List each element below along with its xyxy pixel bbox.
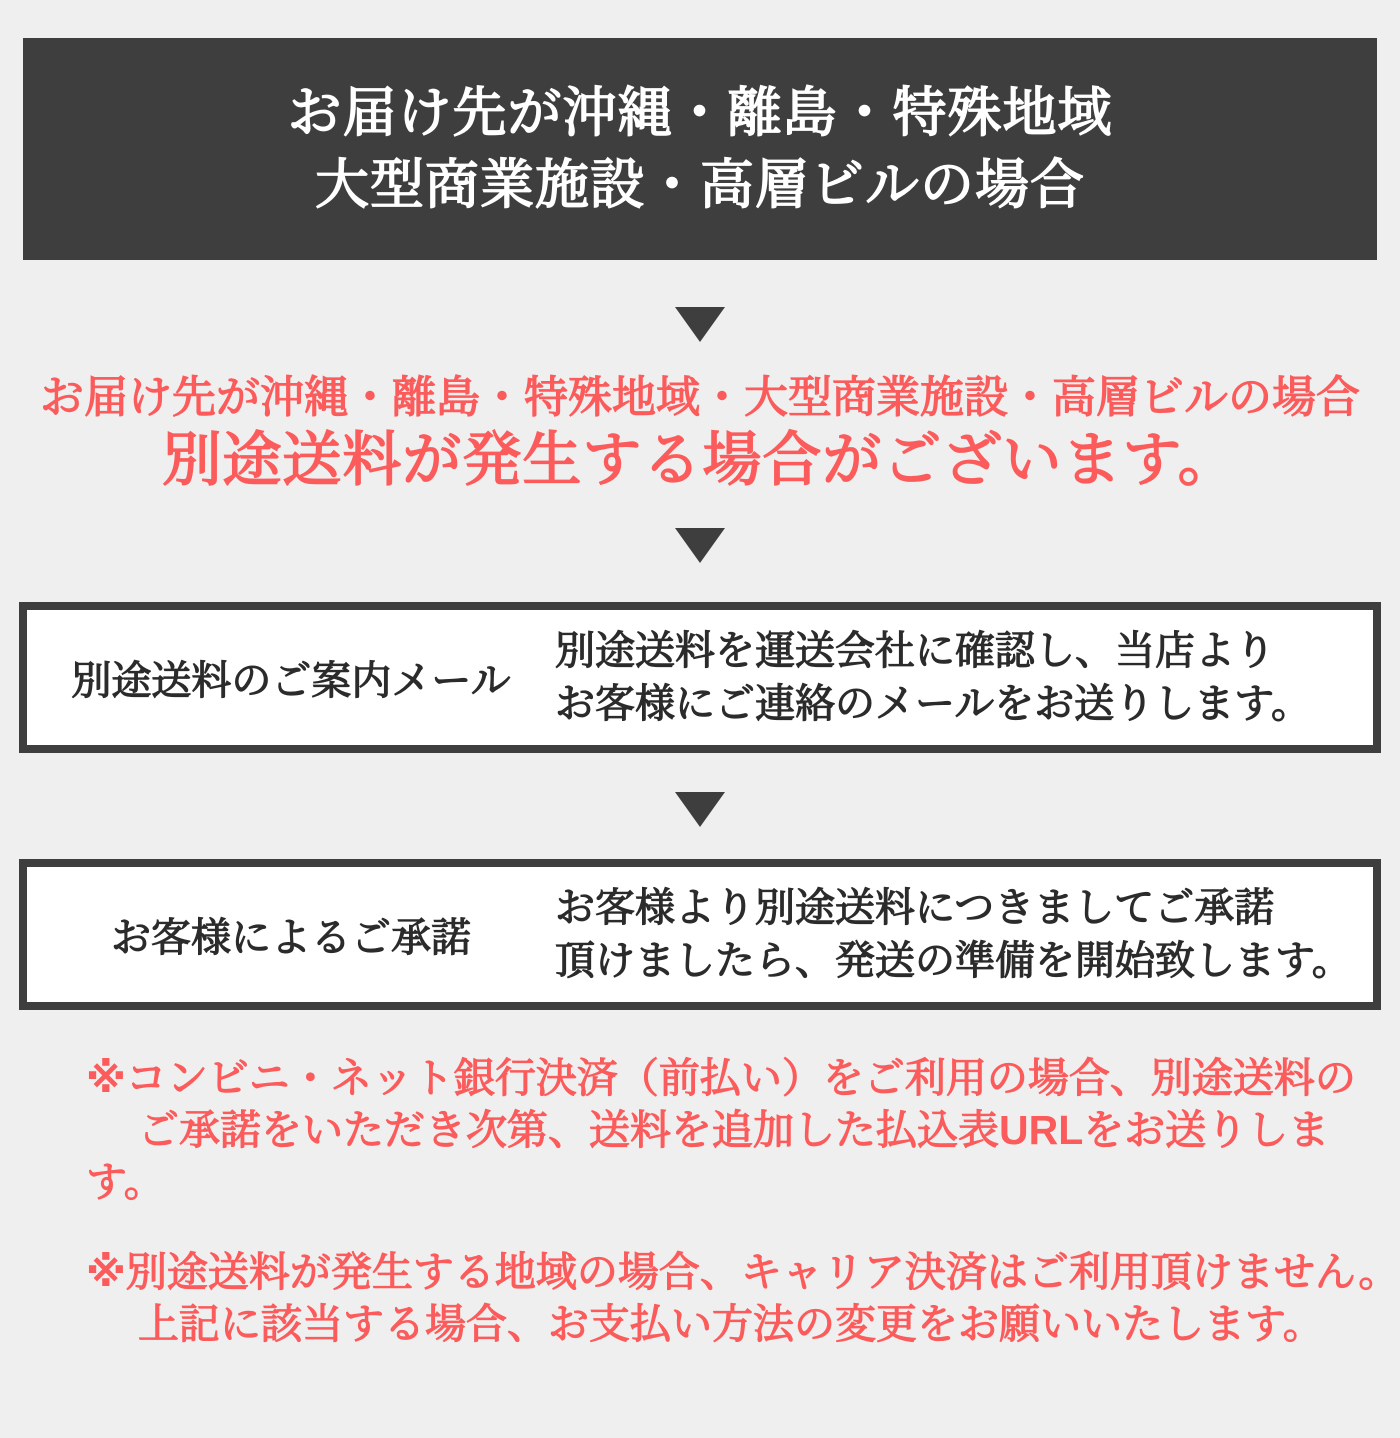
note-carrier-payment (0, 1246, 1400, 1350)
step-label: 別途送料のご案内メール (71, 659, 511, 703)
shipping-fee-notice (0, 38, 1400, 1438)
down-arrow-icon (0, 792, 1400, 827)
note-line-1: ※コンビニ・ネット銀行決済（前払い）をご利用の場合、別途送料の (86, 1055, 1356, 1101)
extra-fee-warning (0, 370, 1400, 495)
note-line-2: 上記に該当する場合、お支払い方法の変更をお願いいたします。 (138, 1301, 1324, 1347)
down-arrow-icon (0, 307, 1400, 342)
step-description-line-2: お客様にご連絡のメールをお送りします。 (555, 681, 1311, 726)
step-description-line-2: 頂けましたら、発送の準備を開始致します。 (555, 938, 1352, 983)
down-arrow-icon (0, 528, 1400, 563)
note-prepaid-payment (0, 1052, 1400, 1208)
header-line-1: お届け先が沖縄・離島・特殊地域 (287, 83, 1113, 143)
warning-condition-line: お届け先が沖縄・離島・特殊地域・大型商業施設・高層ビルの場合 (40, 373, 1360, 422)
payment-notes (0, 1052, 1400, 1350)
step-box-guidance-mail (19, 602, 1381, 753)
header-banner (23, 38, 1377, 260)
step-description (555, 625, 1373, 731)
step-label: お客様によるご承諾 (111, 916, 471, 960)
step-description-line-1: 別途送料を運送会社に確認し、当店より (555, 628, 1275, 673)
note-line-2: ご承諾をいただき次第、送料を追加した払込表URLをお送りします。 (86, 1107, 1330, 1205)
step-description-line-1: お客様より別途送料につきましてご承諾 (555, 885, 1275, 930)
note-line-1: ※別途送料が発生する地域の場合、キャリア決済はご利用頂けません。 (86, 1249, 1400, 1295)
warning-message-line: 別途送料が発生する場合がございます。 (162, 427, 1238, 493)
step-box-customer-approval (19, 859, 1381, 1010)
step-description (555, 882, 1373, 988)
header-line-2: 大型商業施設・高層ビルの場合 (315, 155, 1085, 215)
